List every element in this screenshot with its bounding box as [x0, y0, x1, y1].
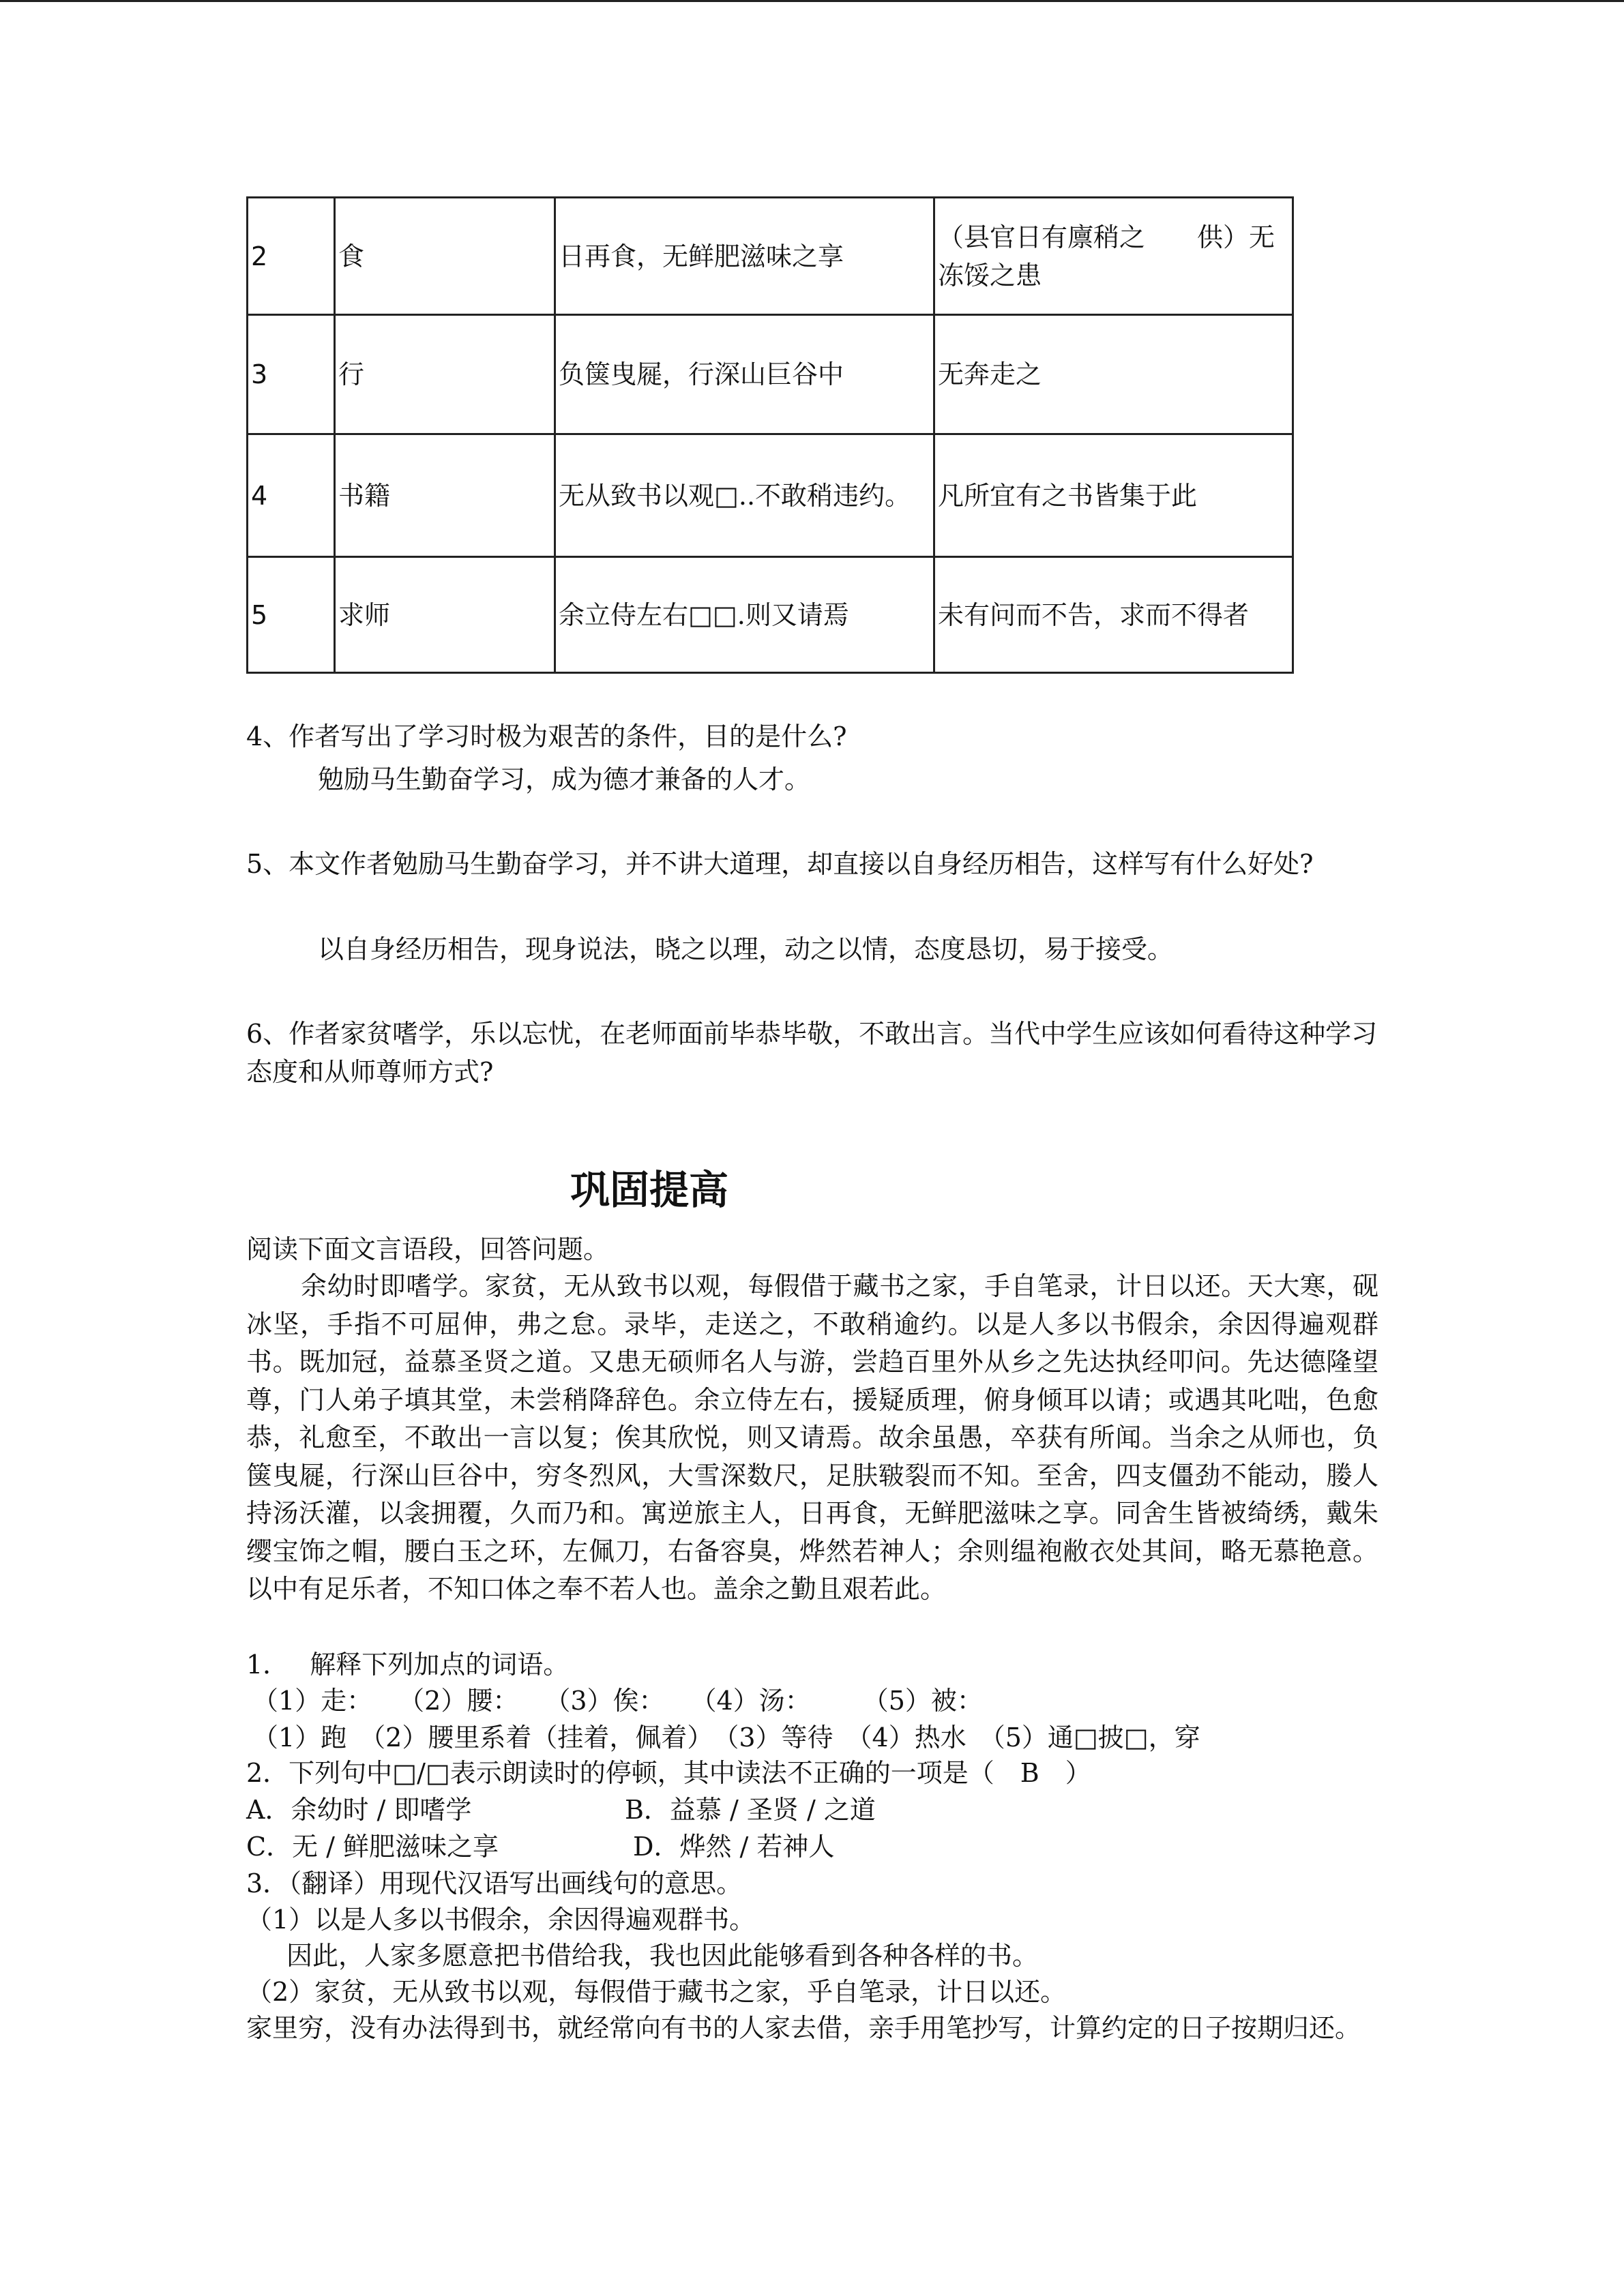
row-others: 未有问而不告，求而不得者	[934, 557, 1293, 673]
top-border	[0, 0, 1624, 2]
exercise-2-option-c: C．无 / 鲜肥滋味之享	[246, 1832, 499, 1862]
row-number: 3	[248, 315, 335, 434]
answer-4: 勉励马生勤奋学习，成为德才兼备的人才。	[318, 764, 811, 794]
exercise-3-sentence-2: （2）家贫，无从致书以观，每假借于藏书之家，乎自笔录，计日以还。	[246, 1977, 1067, 2007]
table-row	[248, 434, 1293, 557]
row-self: 余立侍左右□□.则又请焉	[555, 557, 934, 673]
exercise-1-prompts: （1）走： （2）腰： （3）俟： （4）汤： （5）被：	[252, 1686, 983, 1716]
section-title: 巩固提高	[570, 1167, 729, 1213]
row-self: 日再食，无鲜肥滋味之享	[555, 198, 934, 315]
reading-intro: 阅读下面文言语段，回答问题。	[246, 1234, 610, 1264]
exercise-2-option-d: D．烨然 / 若神人	[633, 1832, 835, 1862]
exercise-2-option-b: B．益慕 / 圣贤 / 之道	[625, 1795, 876, 1825]
row-number: 5	[248, 557, 335, 673]
row-number: 4	[248, 434, 335, 557]
exercise-2-title: 2．下列句中□/□表示朗读时的停顿，其中读法不正确的一项是（ B ）	[246, 1758, 1091, 1788]
row-item: 求师	[335, 557, 555, 673]
row-others: 无奔走之	[934, 315, 1293, 434]
question-4: 4、作者写出了学习时极为艰苦的条件，目的是什么?	[246, 721, 847, 751]
question-6: 6、作者家贫嗜学，乐以忘忧，在老师面前毕恭毕敬，不敢出言。当代中学生应该如何看待这种学习态度和从师尊师方式?	[246, 1019, 1378, 1087]
table-row	[248, 557, 1293, 673]
question-5: 5、本文作者勉励马生勤奋学习，并不讲大道理，却直接以自身经历相告，这样写有什么好处?	[246, 849, 1314, 879]
exercise-3-answer-1: 因此，人家多愿意把书借给我，我也因此能够看到各种各样的书。	[286, 1941, 1039, 1971]
row-item: 书籍	[335, 434, 555, 557]
exercise-1-answers: （1）跑 （2）腰里系着（挂着，佩着） （3）等待 （4）热水 （5）通□披□，穿	[252, 1723, 1200, 1753]
exercise-1-title: 1． 解释下列加点的词语。	[246, 1650, 570, 1680]
row-item: 食	[335, 198, 555, 315]
row-self: 负箧曳屣，行深山巨谷中	[555, 315, 934, 434]
exercise-3-title: 3．（翻译）用现代汉语写出画线句的意思。	[246, 1868, 743, 1898]
table-row	[248, 315, 1293, 434]
exercise-3-sentence-1: （1）以是人多以书假余，余因得遍观群书。	[246, 1905, 756, 1935]
exercise-2-option-a: A．余幼时 / 即嗜学	[246, 1795, 472, 1825]
exercise-3-answer-2: 家里穷，没有办法得到书，就经常向有书的人家去借，亲手用笔抄写，计算约定的日子按期归还。	[246, 2013, 1361, 2043]
row-number: 2	[248, 198, 335, 315]
row-others: 凡所宜有之书皆集于此	[934, 434, 1293, 557]
row-item: 行	[335, 315, 555, 434]
table-row	[248, 198, 1293, 315]
comparison-table	[246, 196, 1294, 674]
classical-passage: 余幼时即嗜学。家贫，无从致书以观，每假借于藏书之家，手自笔录，计日以还。天大寒，砚冰坚，手指不可屈伸，弗之怠。录毕，走送之，不敢稍逾约。以是人多以书假余，余因得遍观群书。既加冠，益慕圣贤之道。又患无硕师名人与游，尝趋百里外从乡之先达执经叩问。先达德隆望尊，门人弟子填其堂，未尝稍降辞色。余立侍左右，援疑质理，俯身倾耳以请；或遇其叱咄，色愈恭，礼愈至，不敢出一言以复；俟其欣悦，则又请焉。故余虽愚，卒获有所闻。当余之从师也，负箧曳屣，行深山巨谷中，穷冬烈风，大雪深数尺，足肤皲裂而不知。至舍，四支僵劲不能动，媵人持汤沃灌，以衾拥覆，久而乃和。寓逆旅主人，日再食，无鲜肥滋味之享。同舍生皆被绮绣，戴朱缨宝饰之帽，腰白玉之环，左佩刀，右备容臭，烨然若神人；余则缊袍敝衣处其间，略无慕艳意。以中有足乐者，不知口体之奉不若人也。盖余之勤且艰若此。	[246, 1271, 1378, 1604]
answer-5: 以自身经历相告，现身说法，晓之以理，动之以情，态度恳切，易于接受。	[318, 934, 1174, 964]
row-others: （县官日有廪稍之 供）无冻馁之患	[934, 198, 1293, 315]
row-self: 无从致书以观□..不敢稍违约。	[555, 434, 934, 557]
